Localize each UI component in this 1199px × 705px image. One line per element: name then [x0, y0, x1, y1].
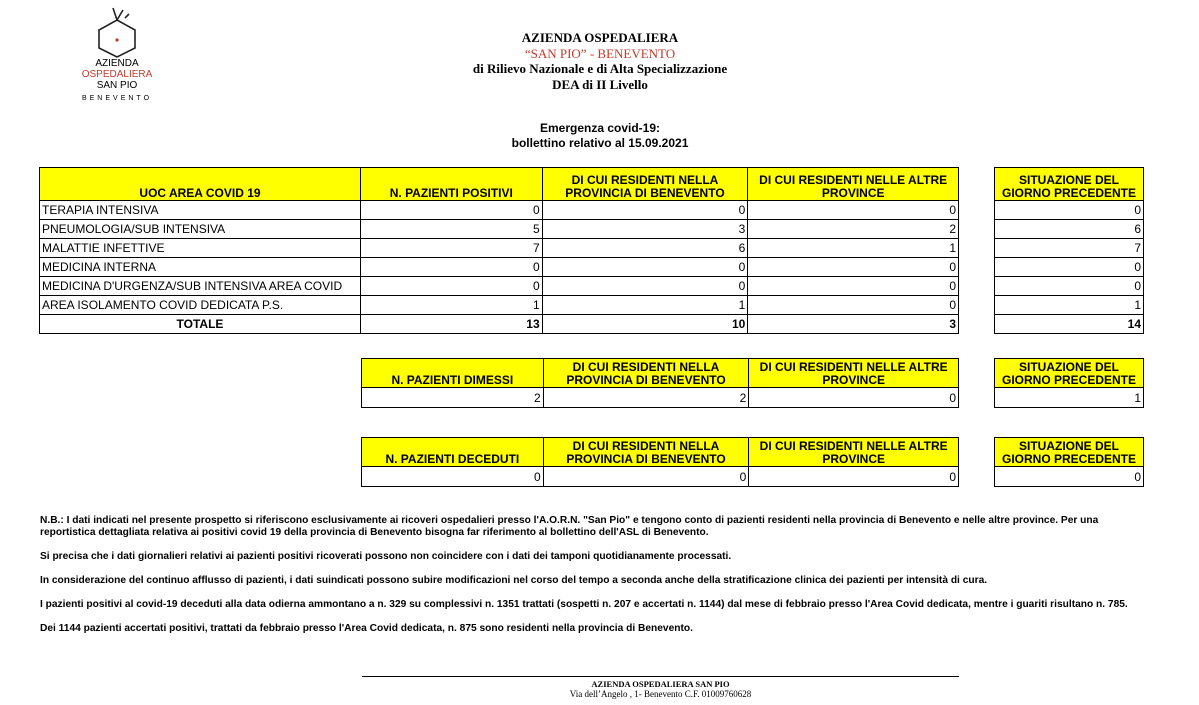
note-nb: N.B.: I dati indicati nel presente prospetto si riferiscono esclusivamente ai ricoveri ospedalieri presso l'A.O.R.N. "San Pio" e tengono conto di pazienti residenti nella provincia di Benevento e nelle altre province. Per una reportistica dettagliata relativa ai positivi covid 19 della provincia di Benevento bisogna far riferimento al bollettino dell'ASL di Benevento.: [40, 515, 1099, 538]
cell-altre: 2: [748, 220, 959, 239]
header-residenti-altre: DI CUI RESIDENTI NELLE ALTRE PROVINCE: [749, 438, 959, 467]
total-positivi: 13: [360, 315, 542, 334]
bulletin-title: [300, 121, 900, 151]
table-row: [40, 239, 959, 258]
header-uoc: UOC AREA COVID 19: [40, 168, 361, 201]
header-situazione-precedente: SITUAZIONE DEL GIORNO PRECEDENTE: [995, 359, 1144, 388]
row-label: MEDICINA INTERNA: [40, 258, 361, 277]
logo-text-azienda: AZIENDA: [95, 58, 139, 69]
header-subtitle-dea: DEA di II Livello: [552, 76, 648, 92]
footer-divider: [362, 676, 959, 677]
prev-cell: 6: [995, 220, 1144, 239]
cell-bn: 0: [542, 201, 748, 220]
cell-dimessi-bn: 2: [543, 388, 749, 408]
footer-company: AZIENDA OSPEDALIERA SAN PIO: [591, 679, 730, 689]
footer: [362, 679, 959, 699]
logo-text-sanpio: SAN PIO: [96, 80, 138, 91]
cell-deceduti: 0: [362, 467, 544, 487]
prev-dimessi: 1: [995, 388, 1144, 408]
row-label: TERAPIA INTENSIVA: [40, 201, 361, 220]
previous-day-table: [994, 167, 1144, 334]
header-subtitle-name: “SAN PIO” - BENEVENTO: [524, 45, 676, 61]
note-deceduti: I pazienti positivi al covid-19 deceduti alla data odierna ammontano a n. 329 su complessivi n. 1351 trattati (sospetti n. 207 e accertati n. 1144) dal mese di febbraio presso l'Area Covid dedicata, mentre i guariti risultano n. 785.: [40, 599, 1128, 610]
dimessi-table: [361, 358, 959, 408]
row-label: MALATTIE INFETTIVE: [40, 239, 361, 258]
main-covid-table: [39, 167, 959, 334]
note-residenti: Dei 1144 pazienti accertati positivi, trattati da febbraio presso l'Area Covid dedicata, n. 875 sono residenti nella provincia di Benevento.: [40, 623, 693, 634]
prev-total: 14: [995, 315, 1144, 334]
prev-deceduti: 0: [995, 467, 1144, 487]
cell-deceduti-bn: 0: [543, 467, 749, 487]
bulletin-title-line1: Emergenza covid-19:: [539, 121, 661, 135]
cell-altre: 0: [748, 201, 959, 220]
cell-altre: 0: [748, 277, 959, 296]
header-situazione-precedente: SITUAZIONE DEL GIORNO PRECEDENTE: [995, 438, 1144, 467]
prev-cell: 7: [995, 239, 1144, 258]
cell-deceduti-altre: 0: [749, 467, 959, 487]
cell-altre: 0: [748, 296, 959, 315]
table-row: [40, 258, 959, 277]
total-label: TOTALE: [40, 315, 361, 334]
header-residenti-bn: DI CUI RESIDENTI NELLA PROVINCIA DI BENEVENTO: [543, 359, 749, 388]
table-row: [40, 296, 959, 315]
cell-bn: 6: [542, 239, 748, 258]
row-label: MEDICINA D'URGENZA/SUB INTENSIVA AREA COVID: [40, 277, 361, 296]
header-subtitle-rilievo: di Rilievo Nazionale e di Alta Specializzazione: [472, 61, 728, 76]
prev-cell: 0: [995, 277, 1144, 296]
deceduti-table: [361, 437, 959, 487]
cell-positivi: 0: [360, 201, 542, 220]
prev-cell: 0: [995, 258, 1144, 277]
logo-text-ospedaliera: OSPEDALIERA: [81, 69, 153, 80]
header-title: AZIENDA OSPEDALIERA: [521, 30, 679, 45]
cell-bn: 3: [542, 220, 748, 239]
footer-address: Via dell’Angelo , 1- Benevento C.F. 01009760628: [569, 689, 752, 699]
cell-dimessi: 2: [362, 388, 544, 408]
cell-bn: 1: [542, 296, 748, 315]
header-residenti-altre: DI CUI RESIDENTI NELLE ALTRE PROVINCE: [748, 168, 959, 201]
cell-positivi: 0: [360, 277, 542, 296]
header-residenti-bn: DI CUI RESIDENTI NELLA PROVINCIA DI BENEVENTO: [542, 168, 748, 201]
dimessi-previous-table: [994, 358, 1144, 408]
table-row: [40, 201, 959, 220]
row-label: AREA ISOLAMENTO COVID DEDICATA P.S.: [40, 296, 361, 315]
notes-section: [40, 515, 1150, 647]
cell-bn: 0: [542, 258, 748, 277]
note-tamponi: Si precisa che i dati giornalieri relativi ai pazienti positivi ricoverati possono non coincidere con i dati dei tamponi quotidianamente processati.: [40, 551, 732, 562]
row-label: PNEUMOLOGIA/SUB INTENSIVA: [40, 220, 361, 239]
house-hexagon-icon: [95, 4, 139, 58]
total-altre: 3: [748, 315, 959, 334]
header-deceduti: N. PAZIENTI DECEDUTI: [362, 438, 544, 467]
header-residenti-altre: DI CUI RESIDENTI NELLE ALTRE PROVINCE: [749, 359, 959, 388]
note-afflusso: In considerazione del continuo afflusso di pazienti, i dati suindicati possono subire modificazioni nel corso del tempo a seconda anche della stratificazione clinica dei pazienti per intensità di cura.: [40, 575, 988, 586]
header-dimessi: N. PAZIENTI DIMESSI: [362, 359, 544, 388]
cell-bn: 0: [542, 277, 748, 296]
table-row: [40, 220, 959, 239]
cell-positivi: 5: [360, 220, 542, 239]
cell-positivi: 1: [360, 296, 542, 315]
cell-altre: 0: [748, 258, 959, 277]
deceduti-previous-table: [994, 437, 1144, 487]
header-residenti-bn: DI CUI RESIDENTI NELLA PROVINCIA DI BENEVENTO: [543, 438, 749, 467]
total-bn: 10: [542, 315, 748, 334]
prev-cell: 0: [995, 201, 1144, 220]
hospital-logo: [72, 4, 162, 110]
prev-cell: 1: [995, 296, 1144, 315]
cell-positivi: 7: [360, 239, 542, 258]
total-row: [40, 315, 959, 334]
cell-positivi: 0: [360, 258, 542, 277]
logo-text-benevento: BENEVENTO: [81, 95, 153, 102]
header-situazione-precedente: SITUAZIONE DEL GIORNO PRECEDENTE: [995, 168, 1144, 201]
table-row: [40, 277, 959, 296]
document-header: [300, 30, 900, 92]
cell-dimessi-altre: 0: [749, 388, 959, 408]
bulletin-title-date: bollettino relativo al 15.09.2021: [511, 136, 689, 150]
cell-altre: 1: [748, 239, 959, 258]
header-positivi: N. PAZIENTI POSITIVI: [360, 168, 542, 201]
